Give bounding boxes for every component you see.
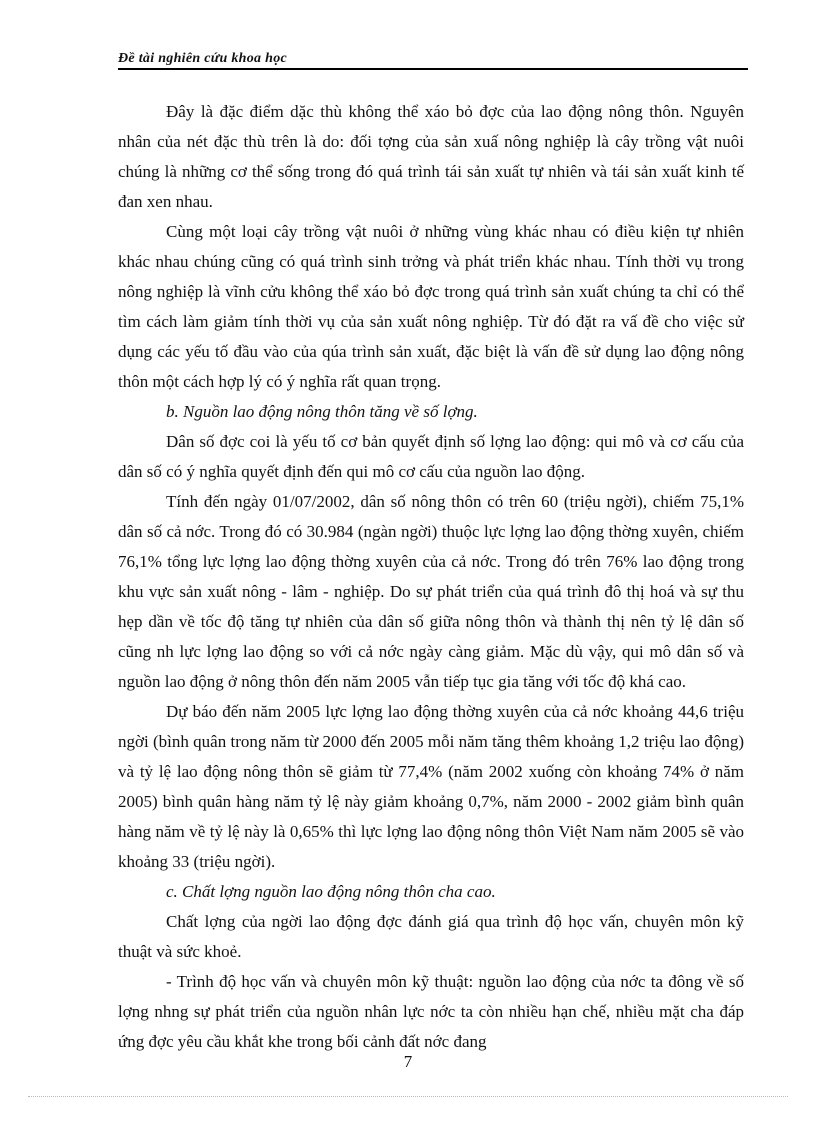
page-bottom-divider: [28, 1096, 788, 1097]
page-number: 7: [403, 1052, 413, 1071]
paragraph-4: Tính đến ngày 01/07/2002, dân số nông thôn có trên 60 (triệu ngời), chiếm 75,1% dân số cả nớc. Trong đó có 30.984 (ngàn ngời) thuộc lực lợng lao động thờng xuyên, chiếm 76,1% tổng lực lợng lao động thờng xuyên của cả nớc. Trong đó trên 76% lao động trong khu vực sản xuất nông - lâm - nghiệp. Do sự phát triển của quá trình đô thị hoá và sự thu hẹp dần về tốc độ tăng tự nhiên của dân số giữa nông thôn và thành thị nên tỷ lệ dân số cũng nh lực lợng lao động so với cả nớc ngày càng giảm. Mặc dù vậy, qui mô dân số và nguồn lao động ở nông thôn đến năm 2005 vẫn tiếp tục gia tăng với tốc độ khá cao.: [118, 492, 744, 691]
paragraph-3: Dân số đợc coi là yếu tố cơ bản quyết định số lợng lao động: qui mô và cơ cấu của dân số có ý nghĩa quyết định đến qui mô cơ cấu của nguồn lao động.: [118, 432, 744, 481]
paragraph-1: Đây là đặc điểm dặc thù không thể xáo bỏ đợc của lao động nông thôn. Nguyên nhân của nét đặc thù trên là do: đối tợng của sản xuấ nông nghiệp là cây trồng vật nuôi chúng là những cơ thể sống trong đó quá trình tái sản xuất tự nhiên và tái sản xuất kinh tế đan xen nhau.: [118, 102, 744, 211]
paragraph-2: Cùng một loại cây trồng vật nuôi ở những vùng khác nhau có điều kiện tự nhiên khác nhau chúng cũng có quá trình sinh trởng và phát triển khác nhau. Tính thời vụ trong nông nghiệp là vĩnh cửu không thể xáo bỏ đợc trong quá trình sản xuất chúng ta chỉ có thể tìm cách làm giảm tính thời vụ của sản xuất nông nghiệp. Từ đó đặt ra vấ đề cho việc sử dụng các yếu tố đầu vào của qúa trình sản xuất, đặc biệt là vấn đề sử dụng lao động nông thôn một cách hợp lý có ý nghĩa rất quan trọng.: [118, 222, 744, 391]
paragraph-7: - Trình độ học vấn và chuyên môn kỹ thuật: nguồn lao động của nớc ta đông về số lợng nhng sự phát triển của nguồn nhân lực nớc ta còn nhiều hạn chế, nhiều mặt cha đáp ứng đợc yêu cầu khắt khe trong bối cảnh đất nớc đang: [118, 972, 744, 1051]
page-header: [118, 50, 748, 70]
header-title: Đề tài nghiên cứu khoa học: [118, 51, 288, 66]
document-body: [118, 97, 744, 1057]
section-heading-c: c. Chất lợng nguồn lao động nông thôn cha cao.: [166, 882, 496, 901]
paragraph-6: Chất lợng của ngời lao động đợc đánh giá qua trình độ học vấn, chuyên môn kỹ thuật và sức khoẻ.: [118, 912, 744, 961]
section-heading-b: b. Nguồn lao động nông thôn tăng về số lợng.: [166, 402, 478, 421]
paragraph-5: Dự báo đến năm 2005 lực lợng lao động thờng xuyên của cả nớc khoảng 44,6 triệu ngời (bình quân trong năm từ 2000 đến 2005 mỗi năm tăng thêm khoảng 1,2 triệu lao động) và tỷ lệ lao động nông thôn sẽ giảm từ 77,4% (năm 2002 xuống còn khoảng 74% ở năm 2005) bình quân hàng năm tỷ lệ này giảm khoảng 0,7%, năm 2000 - 2002 giảm bình quân hàng năm về tỷ lệ này là 0,65% thì lực lợng lao động nông thôn Việt Nam năm 2005 sẽ vào khoảng 33 (triệu ngời).: [118, 702, 744, 871]
